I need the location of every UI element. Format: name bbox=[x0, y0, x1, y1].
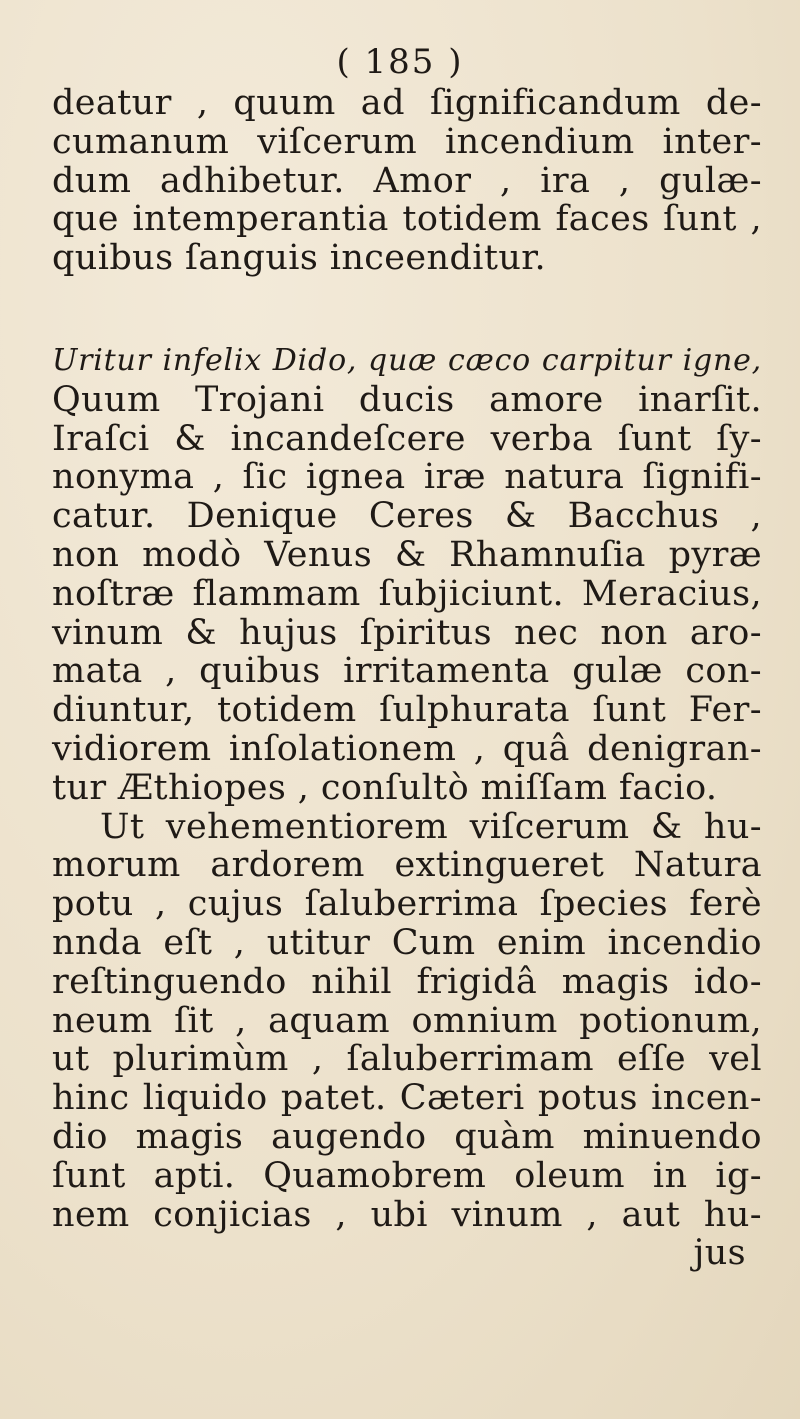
text-line: reſtinguendo nihil frigidâ magis ido- bbox=[52, 961, 762, 1002]
text-line: cumanum viſcerum incendium inter- bbox=[52, 121, 762, 162]
text-line: mata , quibus irritamenta gulæ con- bbox=[52, 651, 762, 692]
text-line: dio magis augendo quàm minuendo bbox=[52, 1116, 762, 1157]
text-line: ſunt apti. Quamobrem oleum in ig- bbox=[52, 1155, 762, 1196]
text-line: non modò Venus & Rhamnuſia pyræ bbox=[52, 534, 762, 575]
paragraph-3 bbox=[52, 808, 762, 1235]
text-line: neum ſit , aquam omnium potionum, bbox=[52, 1000, 762, 1041]
body-text bbox=[52, 84, 762, 1273]
text-line: vidiorem inſolationem , quâ denigran- bbox=[52, 728, 762, 769]
text-line: dum adhibetur. Amor , ira , gulæ- bbox=[52, 160, 762, 201]
text-line: deatur , quum ad ſignificandum de- bbox=[52, 83, 762, 123]
text-line: nem conjicias , ubi vinum , aut hu- bbox=[52, 1194, 762, 1235]
text-line: Iraſci & incandeſcere verba ſunt ſy- bbox=[52, 418, 762, 459]
text-line: morum ardorem extingueret Natura bbox=[52, 845, 762, 886]
paragraph-1 bbox=[52, 84, 762, 278]
text-line: noſtræ flammam ſubjiciunt. Meracius, bbox=[52, 573, 762, 614]
paragraph-gap bbox=[52, 278, 762, 342]
text-line: tur Æthiopes , conſultò miſſam facio. bbox=[52, 767, 718, 808]
text-line: quibus ſanguis inceenditur. bbox=[52, 238, 547, 279]
text-line: nonyma , ſic ignea iræ natura ſignifi- bbox=[52, 457, 762, 498]
text-line: catur. Denique Ceres & Bacchus , bbox=[52, 496, 762, 537]
text-line: Ut vehementiorem viſcerum & hu- bbox=[100, 806, 762, 847]
text-line: que intemperantia totidem faces ſunt , bbox=[52, 199, 762, 240]
paragraph-2 bbox=[52, 381, 762, 808]
text-line: ut plurimùm , ſaluberrimam eſſe vel bbox=[52, 1039, 762, 1080]
text-line: nnda eſt , utitur Cum enim incendio bbox=[52, 922, 762, 963]
text-line: vinum & hujus ſpiritus nec non aro- bbox=[52, 612, 762, 653]
catchword: jus bbox=[693, 1233, 746, 1274]
verse-quotation: Uritur infelix Dido, quæ cæco carpitur igne, bbox=[52, 342, 762, 378]
text-line: potu , cujus ſaluberrima ſpecies ferè bbox=[52, 884, 762, 925]
text-line: hinc liquido patet. Cæteri potus incen- bbox=[52, 1078, 762, 1119]
text-line: diuntur, totidem ſulphurata ſunt Fer- bbox=[52, 690, 762, 731]
page-number: ( 185 ) bbox=[336, 42, 464, 82]
text-line: Quum Trojani ducis amore inarſit. bbox=[52, 379, 762, 420]
